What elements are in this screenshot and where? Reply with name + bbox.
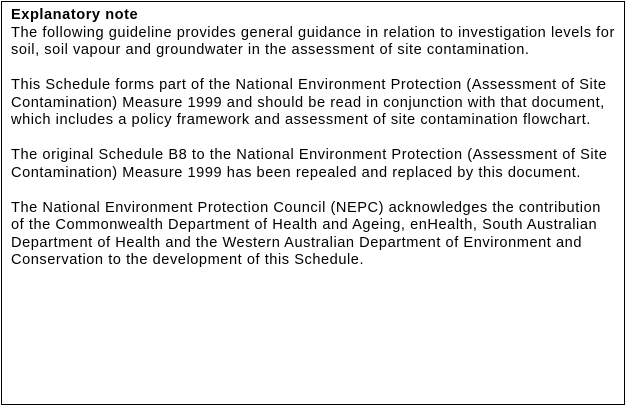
note-title: Explanatory note [11,7,139,23]
note-paragraph-schedule: This Schedule forms part of the National Environment Protection (Assessment of Site Contamination) Measure 1999 and should be read in conjunction with that document, which includes a policy framework and assessment of site contamination flowchart. [11,77,607,128]
explanatory-note-box [1,1,625,405]
note-paragraph-acknowledgement: The National Environment Protection Council (NEPC) acknowledges the contribution of the Commonwealth Department of Health and Ageing, enHealth, South Australian Department of Health and the Western Australian Department of Environment and Conservation to the development of this Schedule. [11,199,601,268]
note-paragraph-guidance: The following guideline provides general guidance in relation to investigation levels for soil, soil vapour and groundwater in the assessment of site contamination. [11,24,615,58]
note-paragraph-repealed: The original Schedule B8 to the National Environment Protection (Assessment of Site Contamination) Measure 1999 has been repealed and replaced by this document. [11,147,608,181]
